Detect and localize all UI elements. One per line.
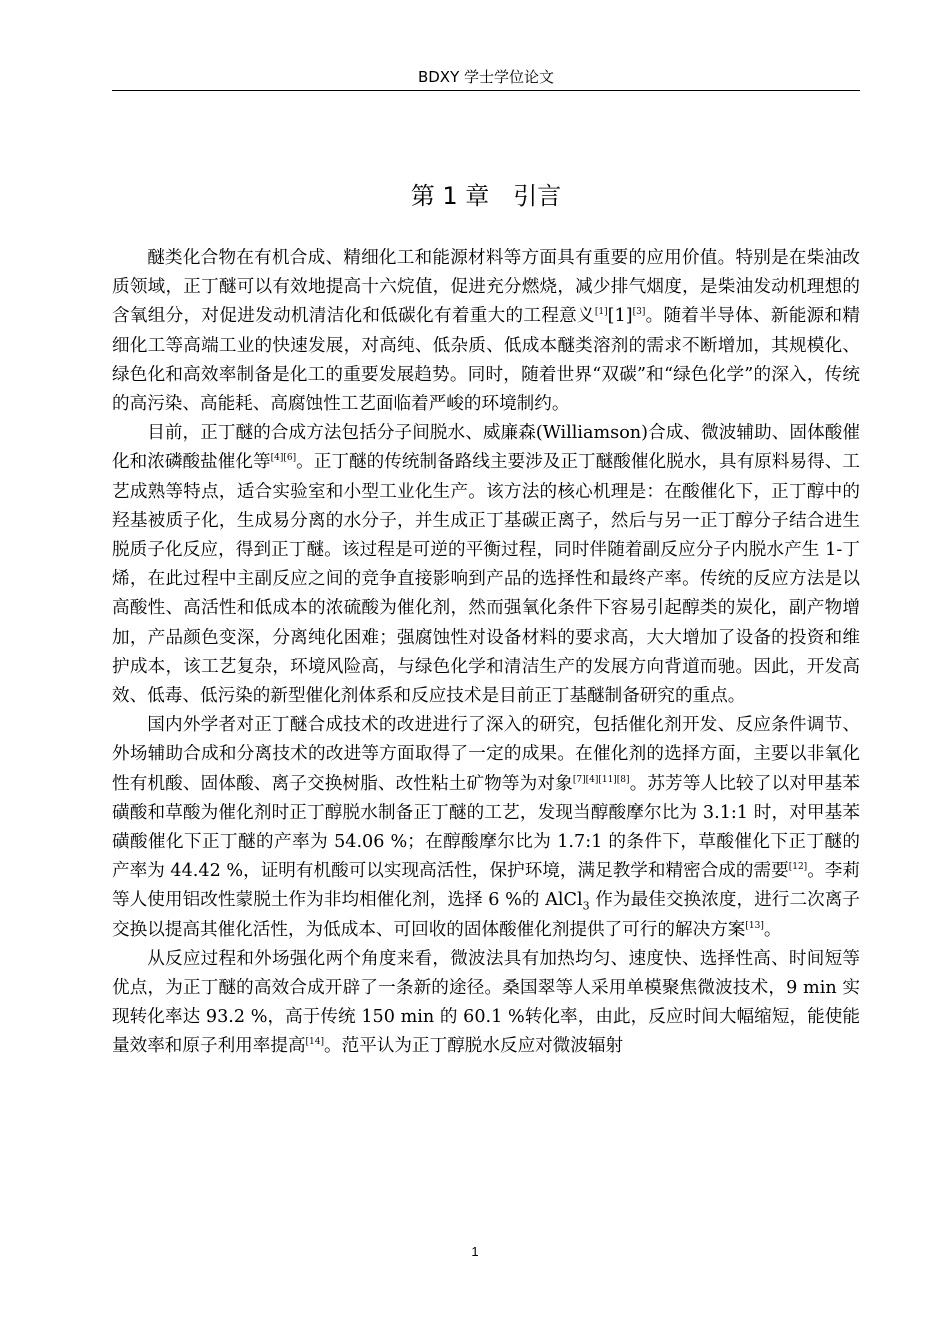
paragraph — [112, 419, 860, 711]
paragraph-text: 作为最佳交换浓度，进行二次离子交换以提高其催化活性，为低成本、可回收的固体酸催化剂提供了可行的解决方案 — [112, 890, 860, 940]
paragraph-text: 。正丁醚的传统制备路线主要涉及正丁醚酸催化脱水，具有原料易得、工艺成熟等特点，适合实验室和小型工业化生产。该方法的核心机理是：在酸催化下，正丁醇中的羟基被质子化，生成易分离的水分子，并生成正丁基碳正离子，然后与另一正丁醇分子结合进生脱质子化反应，得到正丁醚。该过程是可逆的平衡过程，同时伴随着副反应分子内脱水产生 1-丁烯，在此过程中主副反应之间的竞争直接影响到产品的选择性和最终产率。传统的反应方法是以高酸性、高活性和低成本的浓硫酸为催化剂，然而强氧化条件下容易引起醇类的炭化，副产物增加，产品颜色变深，分离纯化困难；强腐蚀性对设备材料的要求高，大大增加了设备的投资和维护成本，该工艺复杂，环境风险高，与绿色化学和清洁生产的发展方向背道而驰。因此，开发高效、低毒、低污染的新型催化剂体系和反应技术是目前正丁基醚制备研究的重点。 — [112, 452, 860, 707]
paragraph-text: 国内外学者对正丁醚合成技术的改进进行了深入的研究，包括催化剂开发、反应条件调节、外场辅助合成和分离技术的改进等方面取得了一定的成果。在催化剂的选择方面，主要以非氧化性有机酸、固体酸、离子交换树脂、改性粘土矿物等为对象 — [112, 715, 860, 794]
paragraph-text: 。李莉等人使用铝改性蒙脱土作为非均相催化剂，选择 6 %的 AlCl — [112, 861, 860, 911]
paragraph-text: 目前，正丁醚的合成方法包括分子间脱水、威廉森(Williamson)合成、微波辅助、固体酸催化和浓磷酸盐催化等 — [112, 423, 860, 473]
paragraph — [112, 945, 860, 1062]
page-number: 1 — [471, 1244, 479, 1259]
citation: [3] — [632, 307, 646, 318]
subscript: 3 — [582, 899, 590, 913]
citation-inline: [1] — [607, 306, 633, 327]
body-text — [112, 244, 860, 1062]
paragraph-text: 从反应过程和外场强化两个角度来看，微波法具有加热均匀、速度快、选择性高、时间短等优点，为正丁醚的高效合成开辟了一条新的途径。桑国翠等人采用单模聚焦微波技术，9 min 实现转化率达 93.2 %，高于传统 150 min 的 60.1 %转化率，由此，反应时间大幅缩短，能使能量效率和原子利用率提高 — [112, 948, 860, 1057]
citation: [12] — [788, 862, 808, 873]
header-rule — [112, 90, 860, 91]
paragraph-text: 醚类化合物在有机合成、精细化工和能源材料等方面具有重要的应用价值。特别是在柴油改质领域，正丁醚可以有效地提高十六烷值，促进充分燃烧，减少排气烟度，是柴油发动机理想的含氧组分，对促进发动机清洁化和低碳化有着重大的工程意义 — [112, 248, 860, 327]
paragraph — [112, 711, 860, 945]
paragraph-text: 。范平认为正丁醇脱水反应对微波辐射 — [324, 1036, 624, 1057]
running-header: BDXY 学士学位论文 — [417, 68, 555, 86]
paragraph-text: 。苏芳等人比较了以对甲基苯磺酸和草酸为催化剂时正丁醇脱水制备正丁醚的工艺，发现当醇酸摩尔比为 3.1:1 时，对甲基苯磺酸催化下正丁醚的产率为 54.06 %；在醇酸摩尔比为 1.7:1 的条件下，草酸催化下正丁醚的产率为 44.42 %，证明有机酸可以实现高活性，保护环境，满足教学和精密合成的需要 — [112, 773, 860, 882]
paragraph — [112, 244, 860, 419]
paragraph-text: 。随着半导体、新能源和精细化工等高端工业的快速发展，对高纯、低杂质、低成本醚类溶剂的需求不断增加，其规模化、绿色化和高效率制备是化工的重要发展趋势。同时，随着世界“双碳”和“绿色化学”的深入，传统的高污染、高能耗、高腐蚀性工艺面临着严峻的环境制约。 — [112, 306, 860, 415]
chapter-title: 第 1 章 引言 — [410, 182, 562, 210]
citation: [1] — [594, 307, 608, 318]
citation: [14] — [305, 1037, 325, 1048]
citation: [13] — [745, 920, 764, 931]
paragraph-text: 。 — [763, 919, 782, 940]
citation: [4][6] — [270, 453, 297, 464]
citation: [7][4][11][8] — [572, 774, 630, 785]
